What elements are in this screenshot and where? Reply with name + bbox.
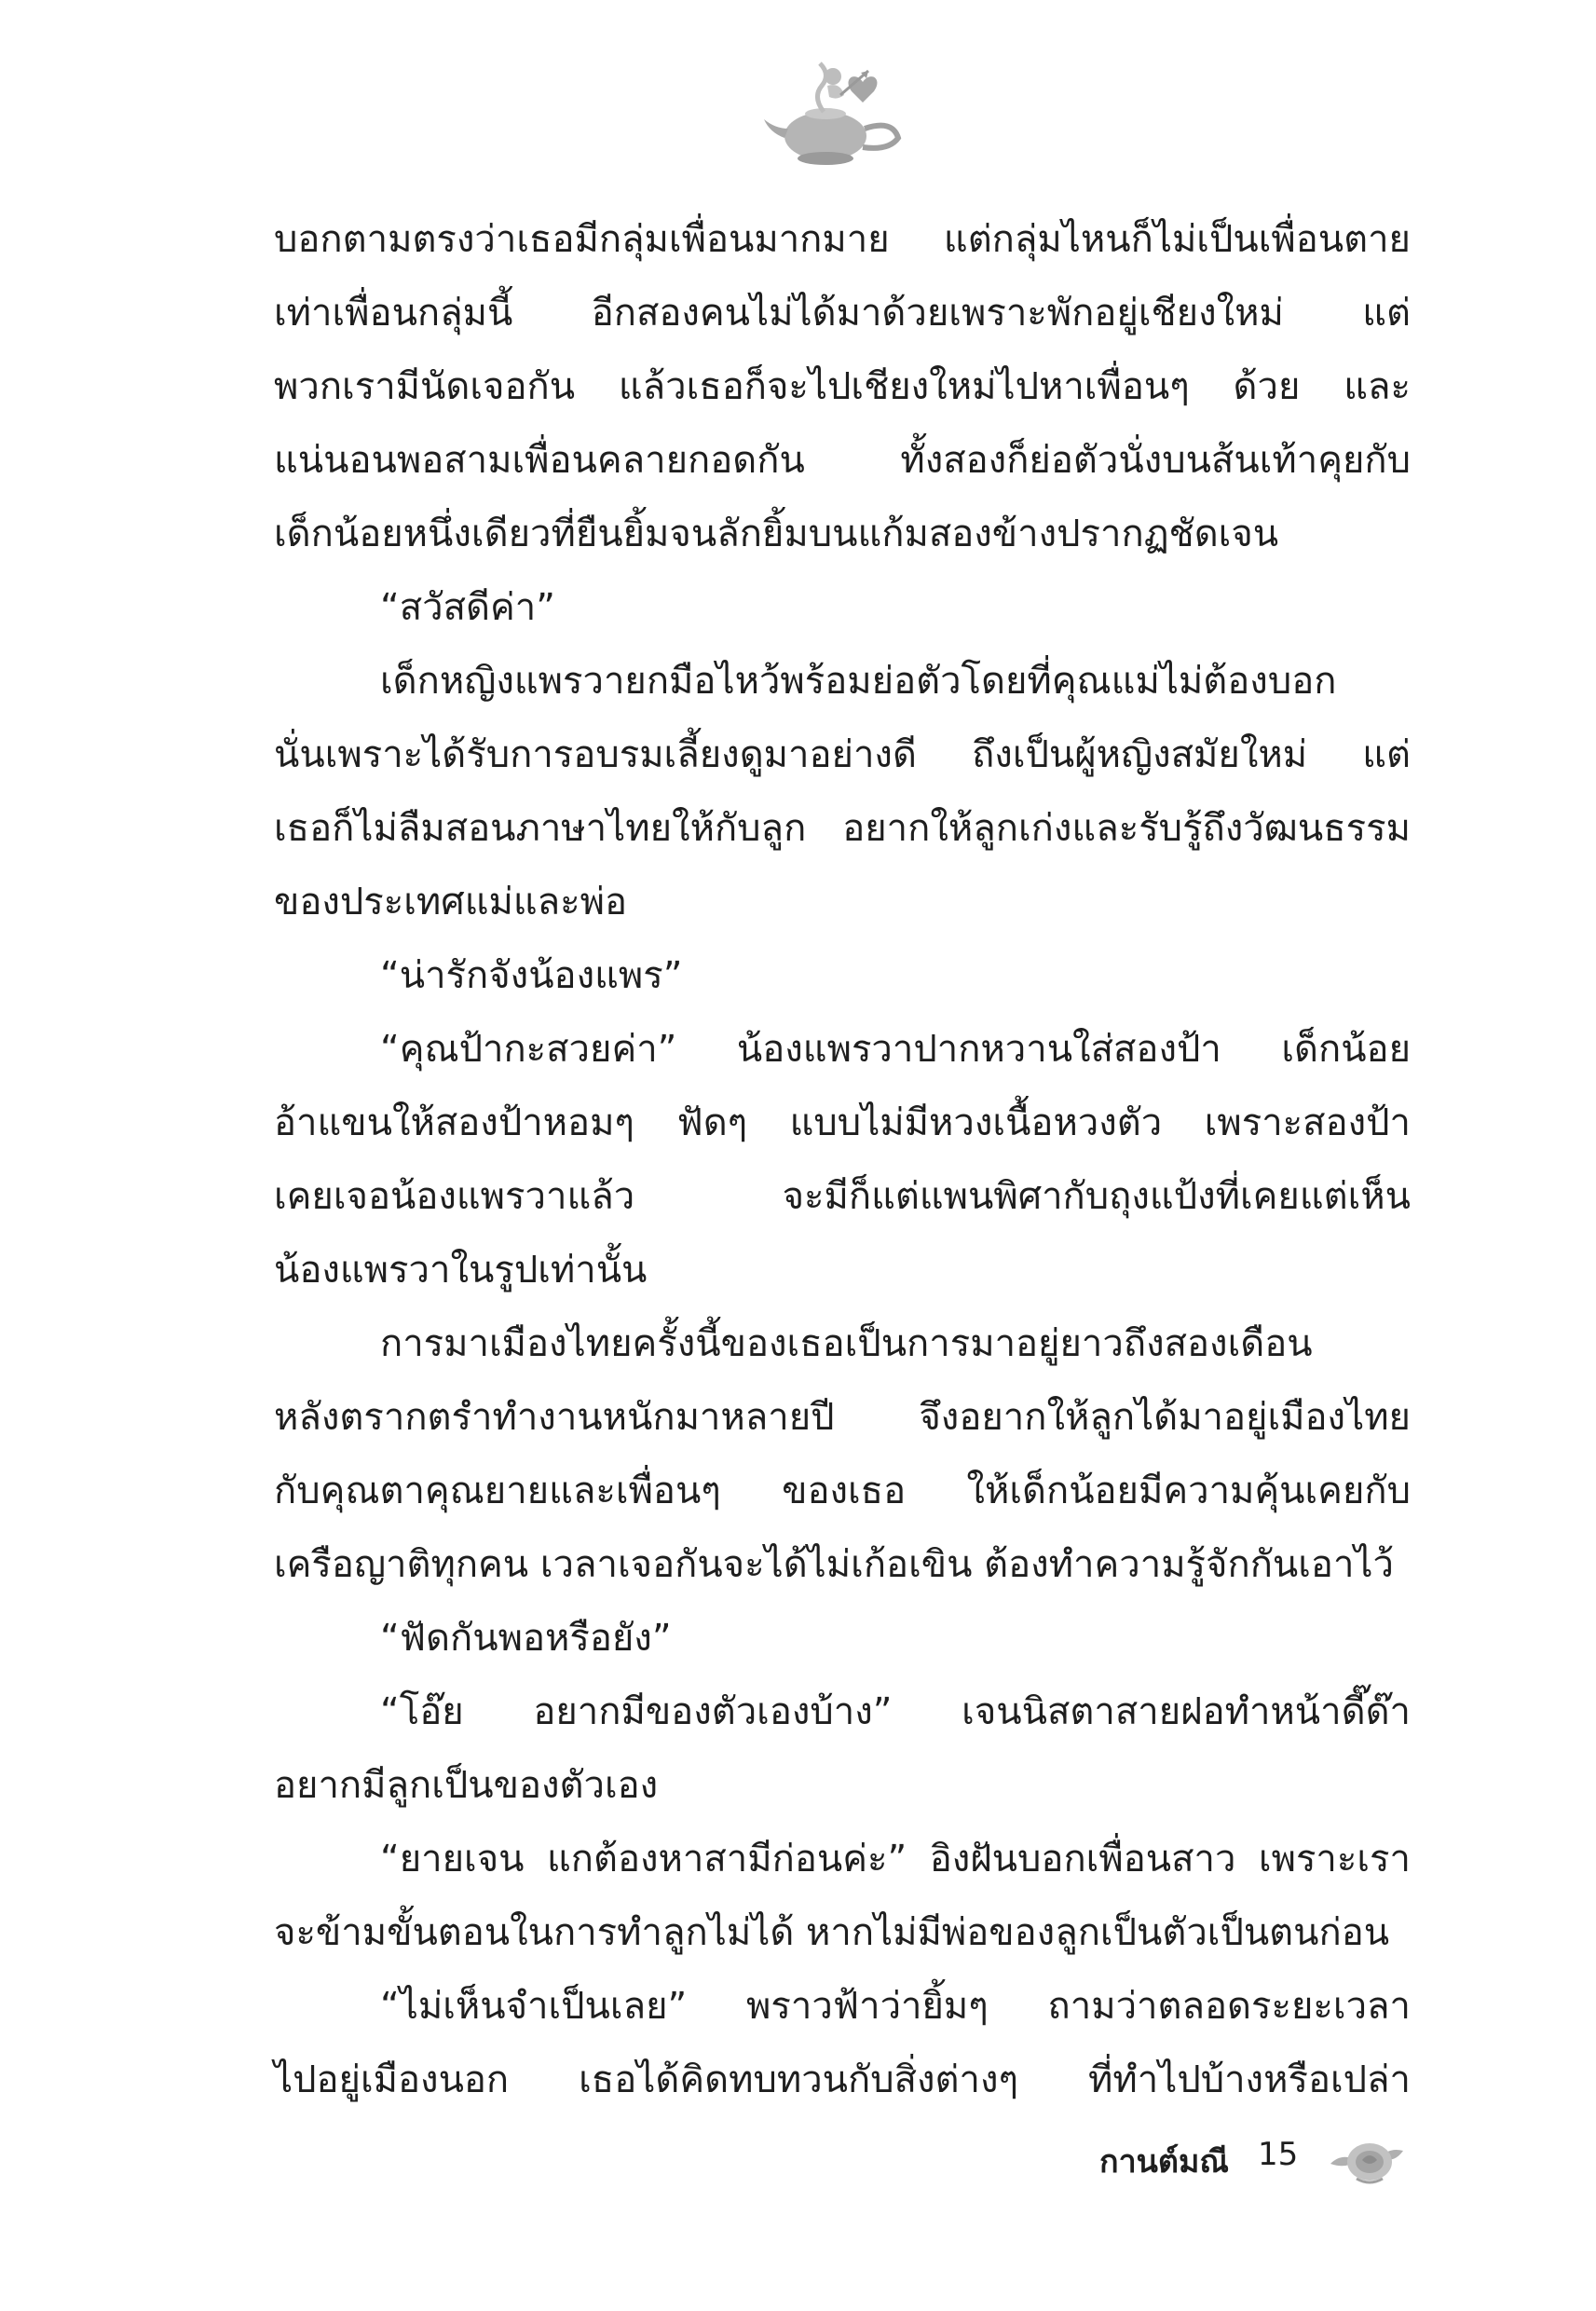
text-line: เท่าเพื่อนกลุ่มนี้ อีกสองคนไม่ได้มาด้วยเพราะพักอยู่เชียงใหม่ แต่ bbox=[274, 292, 1411, 335]
text-line: “โอ๊ย อยากมีของตัวเองบ้าง” เจนนิสตาสายฝอทำหน้าดี๊ด๊า bbox=[380, 1690, 1411, 1733]
text-line: เด็กน้อยหนึ่งเดียวที่ยืนยิ้มจนลักยิ้มบนแก้มสองข้างปรากฏชัดเจน bbox=[274, 513, 1279, 555]
page-footer bbox=[1099, 2132, 1416, 2188]
text-line: อยากมีลูกเป็นของตัวเอง bbox=[274, 1764, 659, 1807]
text-line: นั่นเพราะได้รับการอบรมเลี้ยงดูมาอย่างดี ถึงเป็นผู้หญิงสมัยใหม่ แต่ bbox=[274, 733, 1411, 776]
text-line: “ยายเจน แกต้องหาสามีก่อนค่ะ” อิงฝันบอกเพื่อนสาว เพราะเรา bbox=[380, 1838, 1411, 1880]
text-line: “ไม่เห็นจำเป็นเลย” พราวฟ้าว่ายิ้มๆ ถามว่าตลอดระยะเวลา bbox=[380, 1985, 1411, 2028]
text-line: “ฟัดกันพอหรือยัง” bbox=[380, 1617, 672, 1660]
text-line: น้องแพรวาในรูปเท่านั้น bbox=[274, 1249, 648, 1292]
text-line: เด็กหญิงแพรวายกมือไหว้พร้อมย่อตัวโดยที่คุณแม่ไม่ต้องบอก bbox=[380, 660, 1337, 703]
text-line: อ้าแขนให้สองป้าหอมๆ ฟัดๆ แบบไม่มีหวงเนื้อหวงตัว เพราะสองป้า bbox=[274, 1101, 1411, 1144]
text-line: การมาเมืองไทยครั้งนี้ของเธอเป็นการมาอยู่ยาวถึงสองเดือน bbox=[380, 1322, 1313, 1365]
text-line: ไปอยู่เมืองนอก เธอได้คิดทบทวนกับสิ่งต่างๆ ที่ทำไปบ้างหรือเปล่า bbox=[274, 2058, 1411, 2101]
text-line: จะข้ามขั้นตอนในการทำลูกไม่ได้ หากไม่มีพ่อของลูกเป็นตัวเป็นตนก่อน bbox=[274, 1911, 1390, 1954]
text-line: “สวัสดีค่า” bbox=[380, 586, 555, 629]
text-line: เครือญาติทุกคน เวลาเจอกันจะได้ไม่เก้อเขิน ต้องทำความรู้จักกันเอาไว้ bbox=[274, 1543, 1394, 1586]
cupid-teapot-icon bbox=[762, 54, 911, 175]
body-text bbox=[274, 203, 1411, 2117]
text-line: พวกเรามีนัดเจอกัน แล้วเธอก็จะไปเชียงใหม่ไปหาเพื่อนๆ ด้วย และ bbox=[274, 365, 1411, 408]
text-line: เคยเจอน้องแพรวาแล้ว จะมีก็แต่แพนพิศากับถุงแป้งที่เคยแต่เห็น bbox=[274, 1175, 1411, 1218]
text-line: กับคุณตาคุณยายและเพื่อนๆ ของเธอ ให้เด็กน้อยมีความคุ้นเคยกับ bbox=[274, 1470, 1411, 1512]
text-line: “น่ารักจังน้องแพร” bbox=[380, 954, 683, 997]
page-number: 15 bbox=[1258, 2136, 1299, 2173]
text-line: “คุณป้ากะสวยค่า” น้องแพรวาปากหวานใส่สองป้า เด็กน้อย bbox=[380, 1028, 1411, 1071]
text-line: เธอก็ไม่ลืมสอนภาษาไทยให้กับลูก อยากให้ลูกเก่งและรับรู้ถึงวัฒนธรรม bbox=[274, 807, 1411, 850]
text-line: ของประเทศแม่และพ่อ bbox=[274, 881, 628, 923]
book-title: กานต์มณี bbox=[1099, 2143, 1229, 2181]
text-line: แน่นอนพอสามเพื่อนคลายกอดกัน ทั้งสองก็ย่อตัวนั่งบนส้นเท้าคุยกับ bbox=[274, 439, 1411, 482]
rose-icon bbox=[1323, 2132, 1412, 2188]
text-line: บอกตามตรงว่าเธอมีกลุ่มเพื่อนมากมาย แต่กลุ่มไหนก็ไม่เป็นเพื่อนตาย bbox=[274, 218, 1411, 261]
text-line: หลังตรากตรำทำงานหนักมาหลายปี จึงอยากให้ลูกได้มาอยู่เมืองไทย bbox=[274, 1396, 1411, 1439]
